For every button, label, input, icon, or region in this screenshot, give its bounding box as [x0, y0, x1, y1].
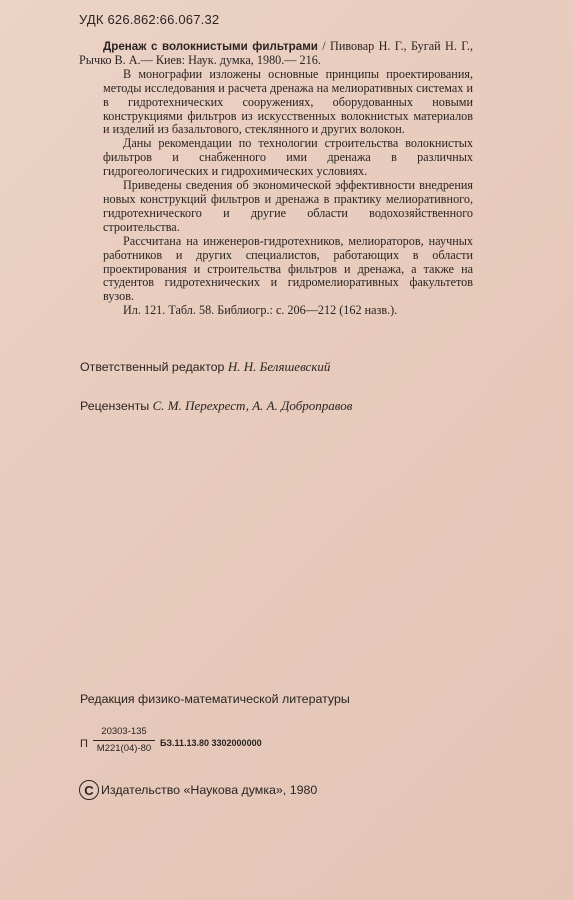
abstract-paragraph-1: В монографии изложены основные принципы проектирования, методы исследования и расчета дренажа на мелиоративных системах и в гидротехнических сооружениях, оборудованных новыми конструкциями фильтров из искусственных волокнистых материалов и изделий из базальтового, стеклянного и других волокон. — [103, 66, 473, 137]
fraction-line — [93, 740, 155, 741]
index-fraction — [93, 726, 155, 754]
abstract-paragraph-2: Даны рекомендации по технологии строительства волокнистых фильтров и снабженного ими дренажа в различных гидрогеологических и гидрохимических условиях. — [103, 136, 473, 179]
index-denominator: М221(04)-80 — [96, 743, 152, 754]
abstract-paragraph-4: Рассчитана на инженеров-гидротехников, мелиораторов, научных работников и других специалистов, работающих в области проектирования и строительства фильтров и дренажа, а также на студентов гидротехнических и гидромелиоративных факультетов вузов. — [103, 233, 473, 304]
book-title: Дренаж с волокнистыми фильтрами — [103, 40, 318, 53]
edition-note: Редакция физико-математической литературы — [80, 692, 350, 706]
editor-name: Н. Н. Беляшевский — [227, 359, 331, 374]
index-numerator: 20303-135 — [101, 726, 147, 737]
reviewers-credit — [80, 398, 352, 414]
editor-credit — [80, 359, 330, 375]
reviewers-label: Рецензенты — [80, 399, 153, 413]
bibliographic-abstract — [79, 39, 474, 318]
copyright-icon: C — [79, 780, 99, 800]
index-codes: БЗ.11.13.80 3302000000 — [160, 738, 262, 748]
abstract-paragraph-5: Ил. 121. Табл. 58. Библиогр.: с. 206—212 (162 назв.). — [123, 303, 398, 318]
bibliographic-entry — [79, 40, 473, 68]
reviewers-names: С. М. Перехрест, А. А. Доброправов — [152, 398, 353, 413]
copyright-text: Издательство «Наукова думка», 1980 — [101, 783, 318, 797]
bibliographic-details: / Пивовар Н. Г., Бугай Н. Г., Рычко В. А.— Киев: Наук. думка, 1980.— 216. — [79, 39, 474, 67]
editor-label: Ответственный редактор — [80, 360, 228, 374]
copyright-line — [79, 780, 317, 800]
abstract-paragraph-3: Приведены сведения об экономической эффективности внедрения новых конструкций фильтров и дренажа в практику мелиоративного, гидротехнического и другие области водохозяйственного строительства. — [103, 178, 473, 234]
index-prefix: П — [80, 738, 88, 750]
udc-code: УДК 626.862:66.067.32 — [79, 12, 220, 27]
